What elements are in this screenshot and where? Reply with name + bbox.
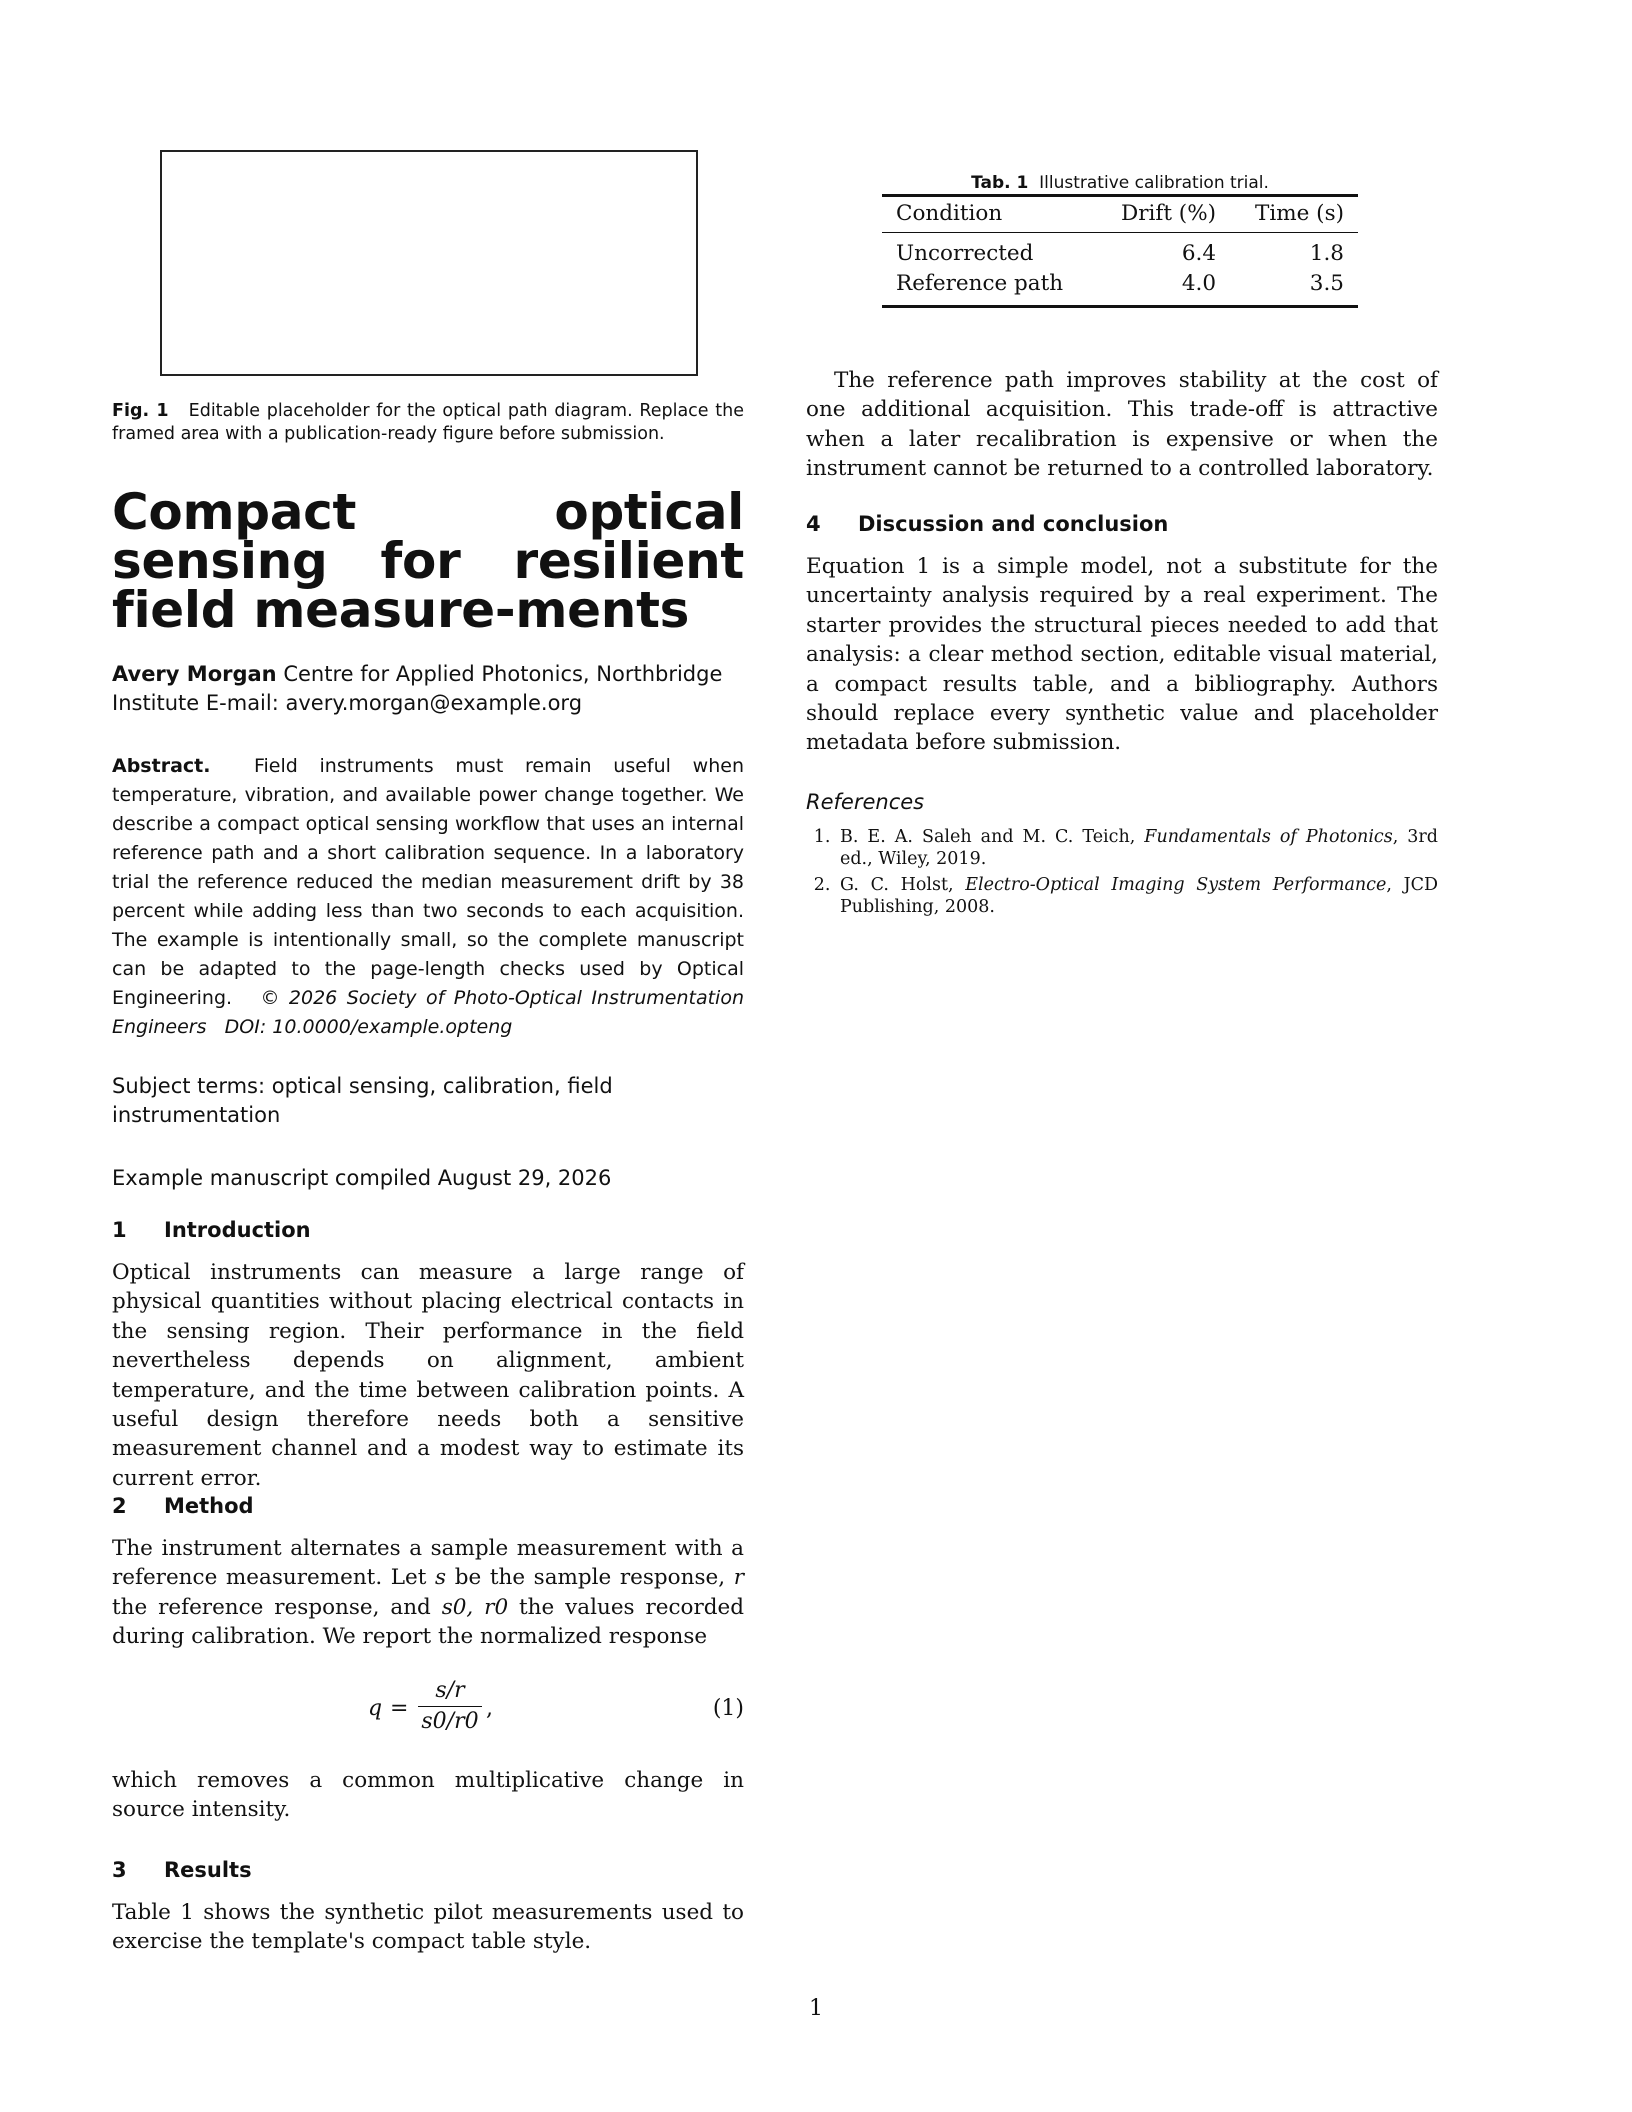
table-header-cell: Condition bbox=[882, 196, 1095, 233]
math-s: s bbox=[435, 1565, 447, 1591]
table-row bbox=[882, 269, 1358, 307]
abstract-text: Field instruments must remain useful when temperature, vibration, and available power change together. We describe a compact optical sensing workflow that uses an internal reference path and a short calibration sequence. In a laboratory trial the reference reduced the median measurement drift by 38 percent while adding less than two seconds to each acquisition. The example is intentionally small, so the complete manuscript can be adapted to the page-length checks used by Optical Engineering. bbox=[112, 755, 744, 1009]
equation-comma: , bbox=[486, 1696, 493, 1721]
reference-title: Fundamentals of Photonics bbox=[1144, 827, 1393, 847]
results-text: Table 1 shows the synthetic pilot measurements used to exercise the template's compact table style. bbox=[112, 1900, 744, 1955]
equation-1 bbox=[112, 1678, 744, 1738]
table-header-cell: Drift (%) bbox=[1095, 196, 1230, 233]
method-text-part: the reference response, and bbox=[112, 1594, 431, 1620]
table-header-row bbox=[882, 196, 1358, 233]
section-title: Method bbox=[164, 1494, 254, 1518]
section-title: Results bbox=[164, 1858, 252, 1882]
figure-placeholder-frame bbox=[160, 150, 698, 376]
table-cell: 6.4 bbox=[1181, 241, 1217, 266]
subject-terms: Subject terms: optical sensing, calibration, field instrumentation bbox=[112, 1074, 613, 1127]
method-text-part: the values recorded during calibration. We report the normalized response bbox=[112, 1594, 744, 1650]
equation-lhs: q bbox=[368, 1696, 383, 1721]
equation-numerator: s/r bbox=[435, 1678, 465, 1703]
copyright-notice: © 2026 Society of Photo-Optical Instrumentation Engineers bbox=[112, 987, 744, 1038]
section-number: 1 bbox=[112, 1218, 127, 1242]
section-number: 2 bbox=[112, 1494, 127, 1518]
math-s0-r0: s0, r0 bbox=[441, 1594, 509, 1620]
table-cell: Reference path bbox=[882, 269, 1095, 307]
discussion-text: Equation 1 is a simple model, not a substitute for the uncertainty analysis required by a real experiment. The starter provides the structural pieces needed to add that analysis: a clear method section, editable visual material, a compact results table, and a bibliography. Authors should replace every synthetic value and placeholder metadata before submission. bbox=[806, 554, 1438, 756]
method-text-part: be the sample response, bbox=[454, 1565, 726, 1591]
method-text-part: The instrument alternates a sample measurement with a reference measurement. Let bbox=[112, 1536, 744, 1591]
equation-denominator: s0/r0 bbox=[421, 1709, 479, 1734]
section-heading-method bbox=[112, 1492, 254, 1520]
abstract bbox=[112, 752, 744, 1042]
table-cell: 3.5 bbox=[1230, 269, 1358, 307]
references-list bbox=[806, 826, 1438, 922]
figure-label: Fig. 1 bbox=[112, 401, 169, 421]
reference-details: , JCD Publishing, 2008. bbox=[840, 875, 1439, 917]
math-r: r bbox=[733, 1565, 744, 1591]
table-label: Tab. 1 bbox=[971, 173, 1029, 193]
section-number: 3 bbox=[112, 1858, 127, 1882]
reference-authors: B. E. A. Saleh and M. C. Teich, bbox=[840, 827, 1136, 847]
section-heading-introduction bbox=[112, 1216, 311, 1244]
table-header-cell: Time (s) bbox=[1230, 196, 1358, 233]
reference-authors: G. C. Holst, bbox=[840, 875, 954, 895]
equation-fraction bbox=[418, 1678, 482, 1735]
doi: DOI: 10.0000/example.opteng bbox=[224, 1016, 513, 1038]
reference-item bbox=[836, 874, 1438, 918]
table-caption-text: Illustrative calibration trial. bbox=[1039, 173, 1269, 193]
table-row bbox=[882, 233, 1358, 270]
author-affiliation: Centre for Applied Photonics, Northbridge Institute E-mail: avery.morgan@example.org bbox=[112, 662, 723, 715]
section-title: Introduction bbox=[164, 1218, 311, 1242]
section-number: 4 bbox=[806, 512, 821, 536]
abstract-label: Abstract. bbox=[112, 755, 211, 777]
method-text bbox=[112, 1534, 744, 1652]
page-number: 1 bbox=[809, 1996, 823, 2021]
results-continued-text: The reference path improves stability at the cost of one additional acquisition. This trade-off is attractive when a later recalibration is expensive or when the instrument cannot be returned to a controlled laboratory. bbox=[806, 368, 1438, 482]
table-cell: 1.8 bbox=[1309, 241, 1344, 266]
equation-equals: = bbox=[390, 1696, 409, 1721]
figure-caption-text: Editable placeholder for the optical path diagram. Replace the framed area with a publication-ready figure before submission. bbox=[112, 401, 744, 444]
table-caption bbox=[882, 172, 1358, 194]
paper-title: Compact optical sensing for resilient field measure-ments bbox=[112, 483, 744, 639]
introduction-text: Optical instruments can measure a large range of physical quantities without placing electrical contacts in the sensing region. Their performance in the field nevertheless depends on alignment, ambient temperature, and the time between calibration points. A useful design therefore needs both a sensitive measurement channel and a modest way to estimate its current error. bbox=[112, 1260, 744, 1491]
figure-caption bbox=[112, 400, 744, 446]
table-cell: 4.0 bbox=[1095, 269, 1230, 307]
section-title: Discussion and conclusion bbox=[858, 512, 1169, 536]
fraction-bar bbox=[418, 1706, 482, 1707]
author-name: Avery Morgan bbox=[112, 662, 277, 686]
reference-details: , 3rd ed., Wiley, 2019. bbox=[840, 827, 1438, 869]
equation-number: (1) bbox=[712, 1696, 744, 1721]
method-text-after-equation: which removes a common multiplicative change in source intensity. bbox=[112, 1768, 744, 1823]
section-heading-discussion bbox=[806, 510, 1168, 538]
section-heading-results bbox=[112, 1856, 252, 1884]
compiled-date: Example manuscript compiled August 29, 2026 bbox=[112, 1166, 612, 1190]
references-heading: References bbox=[806, 790, 925, 814]
table-cell: Uncorrected bbox=[896, 241, 1034, 266]
author-block bbox=[112, 660, 744, 718]
reference-item bbox=[836, 826, 1438, 870]
reference-title: Electro-Optical Imaging System Performance bbox=[965, 875, 1387, 895]
calibration-table bbox=[882, 194, 1358, 308]
